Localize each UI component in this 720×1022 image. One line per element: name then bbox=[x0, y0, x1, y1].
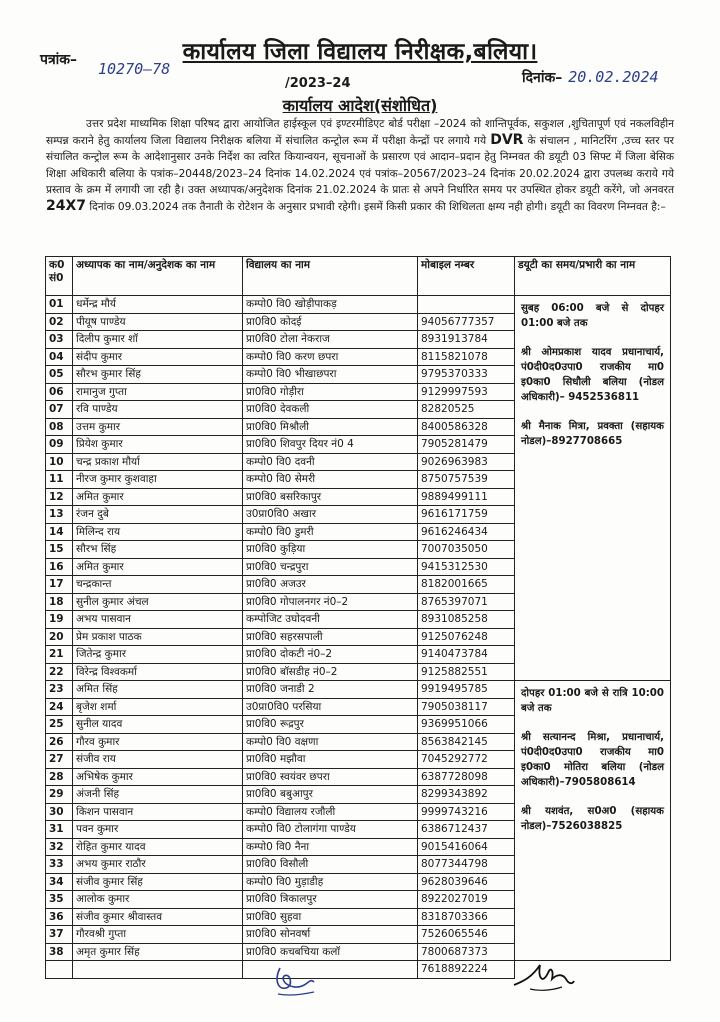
duty-incharge: श्री सत्यानन्द मिश्रा, प्रधानाचार्य, पं0दी0द0उपा0 राजकीय मा0 इ0का0 मोतिरा बलिया (नोडल अधिकारी)–7905808614 bbox=[521, 732, 664, 788]
cell-mobile: 8115821078 bbox=[418, 348, 515, 366]
cell-name: अमित सिंह bbox=[73, 681, 243, 699]
duty-table bbox=[45, 256, 671, 979]
cell-name: संजीव कुमार सिंह bbox=[73, 873, 243, 891]
cell-school: प्रा0वि0 दोकटी नं0–2 bbox=[243, 646, 418, 664]
cell-sno: 13 bbox=[46, 506, 73, 524]
cell-name: पवन कुमार bbox=[73, 821, 243, 839]
cell-name: किशन पासवान bbox=[73, 803, 243, 821]
cell-name: संजीव राय bbox=[73, 751, 243, 769]
order-text-2: के संचालन , मानिटरिंग ,उच्च स्तर पर संचालित कन्ट्रोल रूम के आदेशानुसार उनके निर्देश का त्वरित कियान्वयन, सूचनाओं के प्रसारण एवं आदान–प्रदान हेतु निम्नवत की डयूटी 03 सिफ्ट में जिला बेसिक शिक्षा अधिकारी बलिया के पत्रांक–20448/2023–24 दिनांक 14.02.2024 एवं पत्रांक–20567/2023–24 दिनांक 20.02.2024 द्वारा उपलब्ध कराये गये प्रस्ताव के क्रम में लगायी जा रही है। उक्त अध्यापक/अनुदेशक दिनांक 21.02.2024 के प्रातः से अपने निर्धारित समय पर उपस्थित होकर डयूटी करेंगे, जो अनवरत bbox=[46, 135, 674, 196]
cell-mobile: 8931085258 bbox=[418, 611, 515, 629]
cell-school: कम्पो0 वि0 करण छपरा bbox=[243, 348, 418, 366]
cell-sno: 03 bbox=[46, 331, 73, 349]
cell-mobile: 8400586328 bbox=[418, 418, 515, 436]
cell-sno: 17 bbox=[46, 576, 73, 594]
cell-school: प्रा0वि0 रूद्रपुर bbox=[243, 716, 418, 734]
cell-sno: 37 bbox=[46, 926, 73, 944]
cell-sno: 23 bbox=[46, 681, 73, 699]
cell-sno: 05 bbox=[46, 366, 73, 384]
header-sno: क0 सं0 bbox=[46, 257, 73, 296]
cell-mobile: 7618892224 bbox=[418, 961, 515, 979]
cell-school: कम्पो0 वि0 खोड़ीपाकड़ bbox=[243, 296, 418, 314]
cell-mobile: 8563842145 bbox=[418, 733, 515, 751]
duty-assistant: श्री यशवंत, स0अ0 (सहायक नोडल)–7526038825 bbox=[521, 806, 664, 832]
cell-sno: 21 bbox=[46, 646, 73, 664]
cell-sno: 29 bbox=[46, 786, 73, 804]
cell-mobile: 7526065546 bbox=[418, 926, 515, 944]
cell-mobile: 9795370333 bbox=[418, 366, 515, 384]
cell-mobile: 8765397071 bbox=[418, 593, 515, 611]
cell-mobile: 7905038117 bbox=[418, 698, 515, 716]
duty-shift-morning bbox=[515, 296, 671, 681]
cell-name: रंजन दुबे bbox=[73, 506, 243, 524]
cell-mobile: 9015416064 bbox=[418, 838, 515, 856]
cell-name: अमृत कुमार सिंह bbox=[73, 943, 243, 961]
date-handwritten-value: 20.02.2024 bbox=[568, 68, 659, 86]
dvr-text: DVR bbox=[490, 132, 524, 149]
cell-sno: 28 bbox=[46, 768, 73, 786]
cell-name: अमित कुमार bbox=[73, 488, 243, 506]
cell-mobile: 8750757539 bbox=[418, 471, 515, 489]
cell-sno: 15 bbox=[46, 541, 73, 559]
cell-sno: 35 bbox=[46, 891, 73, 909]
cell-school: कम्पो0 वि0 सेमरी bbox=[243, 471, 418, 489]
cell-school: कम्पो0 वि0 दवनी bbox=[243, 453, 418, 471]
cell-school: प्रा0वि0 कोदई bbox=[243, 313, 418, 331]
office-title: कार्यालय जिला विद्यालय निरीक्षक,बलिया। bbox=[182, 39, 538, 65]
cell-school: प्रा0वि0 त्रिकालपुर bbox=[243, 891, 418, 909]
cell-sno: 01 bbox=[46, 296, 73, 314]
cell-school: प्रा0वि0 टोला नेकराज bbox=[243, 331, 418, 349]
cell-sno: 22 bbox=[46, 663, 73, 681]
table-row bbox=[46, 961, 671, 979]
order-paragraph bbox=[46, 116, 674, 215]
cell-name: धर्मेन्द्र मौर्य bbox=[73, 296, 243, 314]
cell-school: उ0प्रा0वि0 परसिया bbox=[243, 698, 418, 716]
order-subtitle: कार्यालय आदेश(संशोधित) bbox=[282, 96, 438, 115]
cell-school: प्रा0वि0 सोनवर्षा bbox=[243, 926, 418, 944]
cell-sno: 36 bbox=[46, 908, 73, 926]
duty-time: सुबह 06:00 बजे से दोपहर 01:00 बजे तक bbox=[521, 303, 664, 329]
cell-name: प्रियेश कुमार bbox=[73, 436, 243, 454]
cell-school: कम्पो0 वि0 मुड़ाडीह bbox=[243, 873, 418, 891]
patrank-handwritten-number: 10270–78 bbox=[98, 60, 171, 78]
cell-mobile: 8299343892 bbox=[418, 786, 515, 804]
cell-mobile: 8077344798 bbox=[418, 856, 515, 874]
cell-mobile bbox=[418, 296, 515, 314]
cell-name: गौरव कुमार bbox=[73, 733, 243, 751]
cell-sno: 33 bbox=[46, 856, 73, 874]
cell-school: प्रा0वि0 चन्द्रपुरा bbox=[243, 558, 418, 576]
cell-school: प्रा0वि0 शिवपुर दियर नं0 4 bbox=[243, 436, 418, 454]
cell-school: प्रा0वि0 स्वयंवर छपरा bbox=[243, 768, 418, 786]
cell-mobile: 7905281479 bbox=[418, 436, 515, 454]
cell-sno: 30 bbox=[46, 803, 73, 821]
cell-name: संदीप कुमार bbox=[73, 348, 243, 366]
cell-sno: 20 bbox=[46, 628, 73, 646]
duty-assistant: श्री मैनाक मित्रा, प्रवक्ता (सहायक नोडल)–8927708665 bbox=[521, 421, 664, 447]
cell-sno: 11 bbox=[46, 471, 73, 489]
cell-name: अभय कुमार राठौर bbox=[73, 856, 243, 874]
cell-name: चन्द्रकान्त bbox=[73, 576, 243, 594]
cell-mobile: 6386712437 bbox=[418, 821, 515, 839]
cell-name: सुनील कुमार अंचल bbox=[73, 593, 243, 611]
cell-name: बृजेश शर्मा bbox=[73, 698, 243, 716]
cell-name: अभिषेक कुमार bbox=[73, 768, 243, 786]
cell-sno: 06 bbox=[46, 383, 73, 401]
header-mobile: मोबाइल नम्बर bbox=[418, 257, 515, 296]
cell-mobile: 82820525 bbox=[418, 401, 515, 419]
cell-sno: 38 bbox=[46, 943, 73, 961]
signature-right bbox=[510, 955, 576, 997]
table-header-row bbox=[46, 257, 671, 296]
cell-school: उ0प्रा0वि0 अखार bbox=[243, 506, 418, 524]
cell-sno: 16 bbox=[46, 558, 73, 576]
cell-sno: 32 bbox=[46, 838, 73, 856]
cell-school: कम्पो0 वि0 भीखाछपरा bbox=[243, 366, 418, 384]
cell-school: प्रा0वि0 मझौवा bbox=[243, 751, 418, 769]
cell-school: कम्पो0 वि0 वक्षणा bbox=[243, 733, 418, 751]
cell-mobile: 9889499111 bbox=[418, 488, 515, 506]
table-row bbox=[46, 296, 671, 314]
cell-sno: 10 bbox=[46, 453, 73, 471]
cell-name: मिलिन्द राय bbox=[73, 523, 243, 541]
cell-name: चन्द्र प्रकाश मौर्या bbox=[73, 453, 243, 471]
cell-mobile: 9129997593 bbox=[418, 383, 515, 401]
cell-mobile: 9999743216 bbox=[418, 803, 515, 821]
cell-mobile: 9628039646 bbox=[418, 873, 515, 891]
cell-sno: 12 bbox=[46, 488, 73, 506]
cell-mobile: 9125882551 bbox=[418, 663, 515, 681]
cell-school: कम्पो0 विद्यालय रजौली bbox=[243, 803, 418, 821]
cell-mobile: 7800687373 bbox=[418, 943, 515, 961]
cell-name: पीयूष पाण्डेय bbox=[73, 313, 243, 331]
cell-school: कम्पो0 वि0 नैना bbox=[243, 838, 418, 856]
date-label bbox=[522, 68, 659, 87]
cell-sno: 26 bbox=[46, 733, 73, 751]
cell-school: प्रा0वि0 देवकली bbox=[243, 401, 418, 419]
header-duty: डयूटी का समय/प्रभारी का नाम bbox=[515, 257, 671, 296]
date-label-text: दिनांक– bbox=[522, 70, 563, 86]
duty-incharge: श्री ओमप्रकाश यादव प्रधानाचार्य, पं0दी0द0उपा0 राजकीय मा0 इ0का0 सिधौली बलिया (नोडल अधिकारी)– 9452536811 bbox=[521, 347, 664, 403]
cell-school: प्रा0वि0 कुड़िया bbox=[243, 541, 418, 559]
cell-name: अंजनी सिंह bbox=[73, 786, 243, 804]
cell-name: उत्तम कुमार bbox=[73, 418, 243, 436]
cell-mobile: 9140473784 bbox=[418, 646, 515, 664]
table-row bbox=[46, 681, 671, 699]
cell-mobile: 7045292772 bbox=[418, 751, 515, 769]
duty-shift-afternoon bbox=[515, 681, 671, 961]
cell-sno: 07 bbox=[46, 401, 73, 419]
cell-sno: 25 bbox=[46, 716, 73, 734]
cell-name: रवि पाण्डेय bbox=[73, 401, 243, 419]
cell-sno: 18 bbox=[46, 593, 73, 611]
header-name: अध्यापक का नाम/अनुदेशक का नाम bbox=[73, 257, 243, 296]
cell-school: प्रा0वि0 बॉसडीह नं0–2 bbox=[243, 663, 418, 681]
cell-sno: 34 bbox=[46, 873, 73, 891]
duty-time: दोपहर 01:00 बजे से रात्रि 10:00 बजे तक bbox=[521, 688, 664, 714]
cell-sno: 02 bbox=[46, 313, 73, 331]
cell-school: कम्पो0 वि0 डुमरी bbox=[243, 523, 418, 541]
cell-empty bbox=[73, 961, 243, 979]
cell-name: नीरज कुमार कुशवाहा bbox=[73, 471, 243, 489]
cell-school: प्रा0वि0 अजउर bbox=[243, 576, 418, 594]
cell-school: प्रा0वि0 कचबचिया कलॉ bbox=[243, 943, 418, 961]
cell-name: रोहित कुमार यादव bbox=[73, 838, 243, 856]
cell-school: प्रा0वि0 बबुआपुर bbox=[243, 786, 418, 804]
cell-mobile: 9616246434 bbox=[418, 523, 515, 541]
cell-name: आलोक कुमार bbox=[73, 891, 243, 909]
cell-name: प्रेम प्रकाश पाठक bbox=[73, 628, 243, 646]
cell-name: सौरभ कुमार सिंह bbox=[73, 366, 243, 384]
cell-name: अभय पासवान bbox=[73, 611, 243, 629]
patrank-label-text: पत्रांक– bbox=[40, 52, 78, 68]
table-body bbox=[46, 296, 671, 979]
cell-mobile: 7007035050 bbox=[418, 541, 515, 559]
cell-school: कम्पो0 वि0 टोलागंगा पाण्डेय bbox=[243, 821, 418, 839]
patrank-label bbox=[40, 50, 171, 78]
cell-name: विरेन्द्र विश्वकर्मा bbox=[73, 663, 243, 681]
cell-mobile: 9616171759 bbox=[418, 506, 515, 524]
cell-sno: 04 bbox=[46, 348, 73, 366]
cell-mobile: 9415312530 bbox=[418, 558, 515, 576]
cell-school: प्रा0वि0 बसरिकापुर bbox=[243, 488, 418, 506]
cell-empty bbox=[46, 961, 73, 979]
duration-text: 24X7 bbox=[46, 198, 87, 215]
cell-school: प्रा0वि0 सुहवा bbox=[243, 908, 418, 926]
cell-school: प्रा0वि0 जनाडी 2 bbox=[243, 681, 418, 699]
header-school: विद्यालय का नाम bbox=[243, 257, 418, 296]
cell-mobile: 9125076248 bbox=[418, 628, 515, 646]
cell-name: गौरवश्री गुप्ता bbox=[73, 926, 243, 944]
cell-name: सौरभ सिंह bbox=[73, 541, 243, 559]
cell-name: सुनील यादव bbox=[73, 716, 243, 734]
cell-empty bbox=[243, 961, 418, 979]
cell-school: प्रा0वि0 मिश्रौली bbox=[243, 418, 418, 436]
cell-sno: 27 bbox=[46, 751, 73, 769]
cell-mobile: 9369951066 bbox=[418, 716, 515, 734]
cell-name: दिलीप कुमार शॉ bbox=[73, 331, 243, 349]
signature-left bbox=[270, 960, 318, 1000]
cell-mobile: 6387728098 bbox=[418, 768, 515, 786]
cell-school: प्रा0वि0 सहरसपाली bbox=[243, 628, 418, 646]
cell-name: अमित कुमार bbox=[73, 558, 243, 576]
order-text-1: उत्तर प्रदेश माध्यमिक शिक्षा परिषद द्वारा आयोजित हाईस्कूल एवं इण्टरमीडिएट बोर्ड परीक्षा –2024 को शान्तिपूर्वक, सकुशल ,शुचितापूर्ण एवं नकलविहीन सम्पन्न कराने हेतु कार्यालय जिला विद्यालय निरीक्षक बलिया में संचालित कन्ट्रोल रूम में परीक्षा केन्द्रों पर लगाये गये bbox=[46, 118, 674, 148]
cell-mobile: 8318703366 bbox=[418, 908, 515, 926]
cell-name: जितेन्द्र कुमार bbox=[73, 646, 243, 664]
cell-sno: 31 bbox=[46, 821, 73, 839]
cell-mobile: 9919495785 bbox=[418, 681, 515, 699]
cell-sno: 24 bbox=[46, 698, 73, 716]
cell-school: प्रा0वि0 विसौली bbox=[243, 856, 418, 874]
session-year: /2023–24 bbox=[285, 76, 351, 91]
cell-mobile: 8182001665 bbox=[418, 576, 515, 594]
cell-school: कम्पोजिट उघोदवनी bbox=[243, 611, 418, 629]
order-text-3: दिनांक 09.03.2024 तक तैनाती के रोटेशन के अनुसार प्रभावी रहेगी। इसमें किसी प्रकार की शिथिलता क्षम्य नही होगी। डयूटी का विवरण निम्नवत है:– bbox=[89, 201, 666, 214]
cell-school: प्रा0वि0 गोपालनगर नं0–2 bbox=[243, 593, 418, 611]
cell-mobile: 94056777357 bbox=[418, 313, 515, 331]
cell-name: संजीव कुमार श्रीवास्तव bbox=[73, 908, 243, 926]
cell-mobile: 8931913784 bbox=[418, 331, 515, 349]
cell-mobile: 8922027019 bbox=[418, 891, 515, 909]
cell-name: रामानुज गुप्ता bbox=[73, 383, 243, 401]
cell-sno: 19 bbox=[46, 611, 73, 629]
cell-sno: 14 bbox=[46, 523, 73, 541]
cell-mobile: 9026963983 bbox=[418, 453, 515, 471]
cell-sno: 08 bbox=[46, 418, 73, 436]
cell-school: प्रा0वि0 गोड़ीरा bbox=[243, 383, 418, 401]
cell-sno: 09 bbox=[46, 436, 73, 454]
